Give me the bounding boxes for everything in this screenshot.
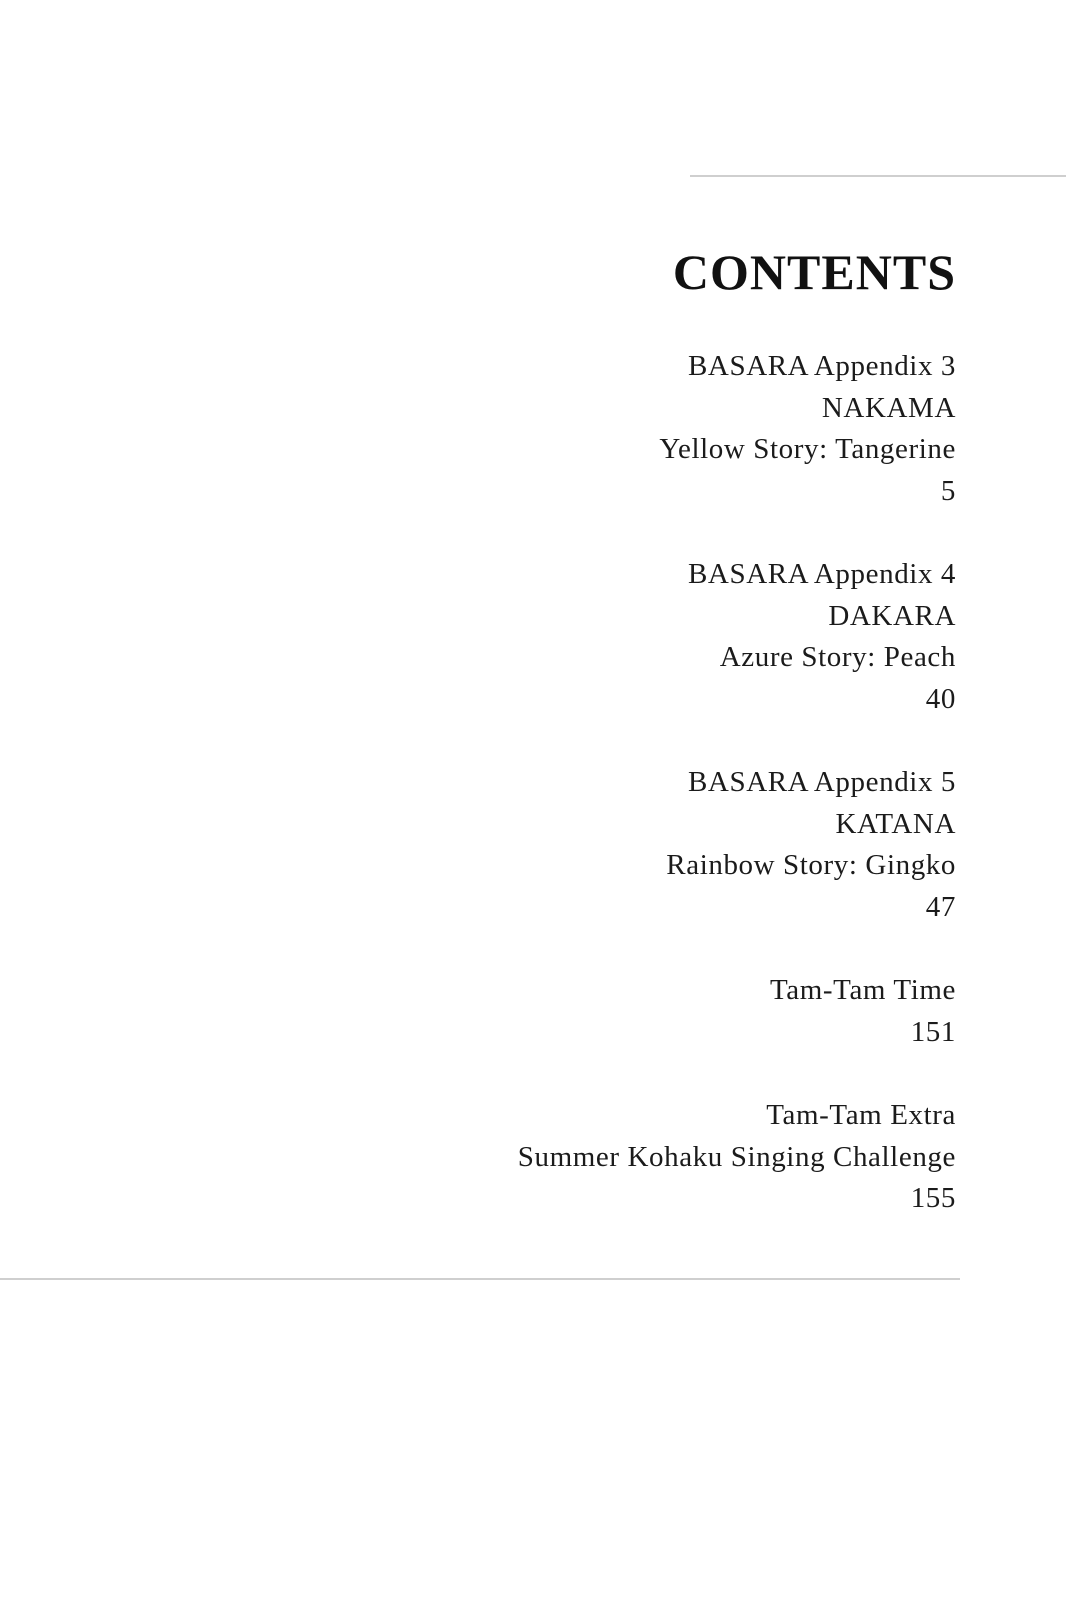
top-divider [690, 175, 1066, 177]
toc-entry-label: Tam-Tam Extra [766, 1099, 956, 1131]
toc-entry-page-number: 5 [940, 474, 956, 507]
toc-entry-tam-tam-extra[interactable] [336, 1095, 956, 1220]
toc-entry-page-number: 151 [910, 1015, 956, 1048]
toc-entry-label: BASARA Appendix 5 [687, 766, 956, 798]
toc-entry-subtitle: KATANA [835, 807, 956, 840]
toc-entry-tam-tam-time[interactable] [336, 970, 956, 1053]
toc-entry-label: BASARA Appendix 3 [687, 350, 956, 382]
bottom-divider [0, 1278, 960, 1280]
toc-entry-label: BASARA Appendix 4 [687, 558, 956, 590]
toc-entry-subtitle: Summer Kohaku Singing Challenge [517, 1140, 956, 1173]
toc-entry-page-number: 155 [910, 1182, 956, 1214]
page-title: CONTENTS [672, 244, 956, 300]
toc-entry-subtitle: DAKARA [828, 599, 956, 632]
toc-entry-story: Yellow Story: Tangerine [659, 433, 956, 465]
toc-entry-appendix-3[interactable] [336, 346, 956, 512]
toc-entry-subtitle: NAKAMA [821, 391, 956, 424]
toc-entry-page-number: 47 [925, 890, 956, 923]
toc-entry-story: Azure Story: Peach [719, 641, 956, 673]
toc-entry-appendix-4[interactable] [336, 554, 956, 720]
toc-entry-story: Rainbow Story: Gingko [666, 849, 956, 881]
toc-entry-page-number: 40 [925, 682, 956, 715]
toc-entry-appendix-5[interactable] [336, 762, 956, 928]
toc-entry-label: Tam-Tam Time [769, 974, 956, 1006]
table-of-contents [336, 236, 956, 1262]
